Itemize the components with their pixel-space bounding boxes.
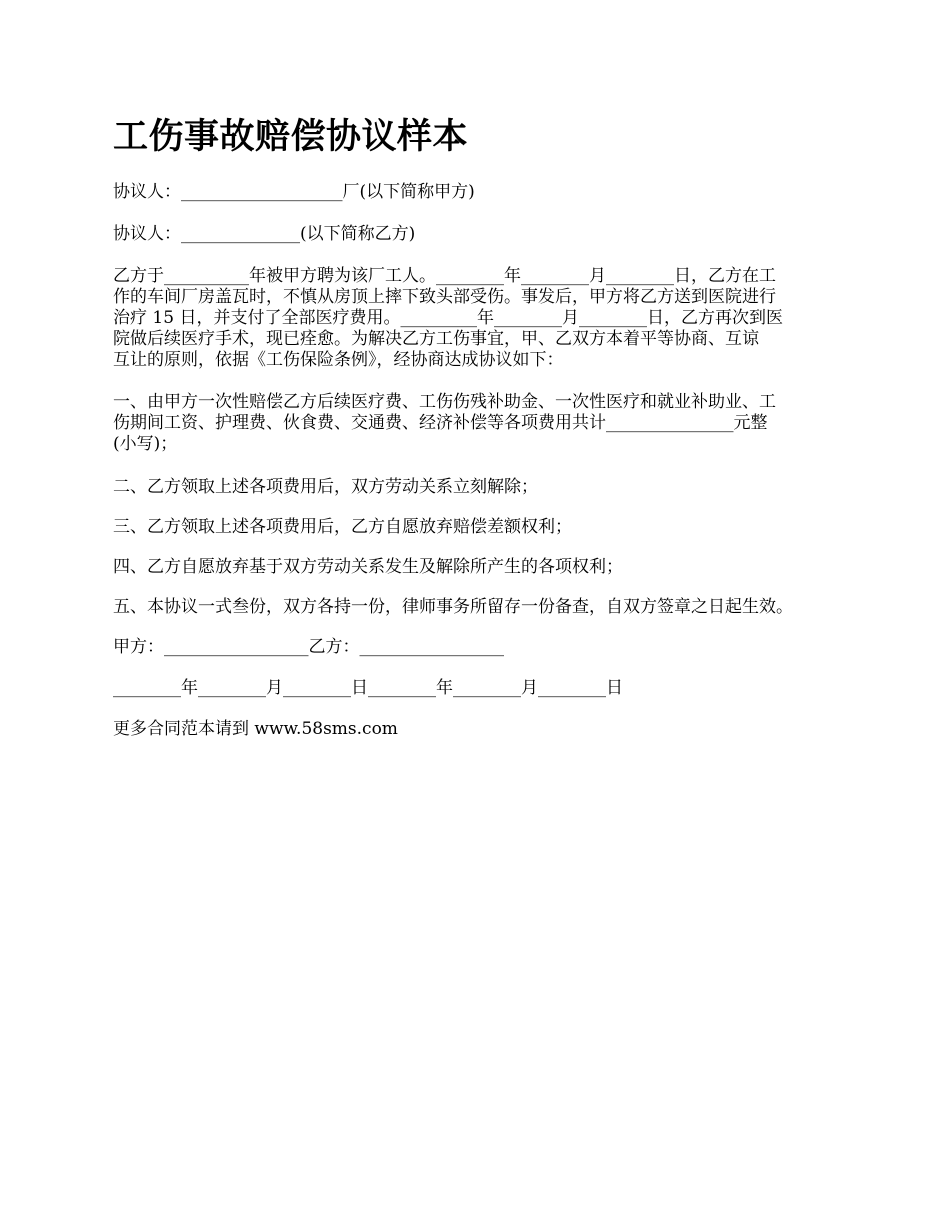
intro-line-4: 院做后续医疗手术，现已痊愈。为解决乙方工伤事宜，甲、乙双方本着平等协商、互谅 <box>113 329 759 349</box>
intro-line-1: 乙方于__________年被甲方聘为该厂工人。________年________月________日，乙方在工 <box>113 266 776 286</box>
footer-note: 更多合同范本请到 www.58sms.com <box>113 719 398 739</box>
clause-5: 五、本协议一式叁份，双方各持一份，律师事务所留存一份备查，自双方签章之日起生效。 <box>113 597 793 617</box>
intro-line-2: 作的车间厂房盖瓦时，不慎从房顶上摔下致头部受伤。事发后，甲方将乙方送到医院进行 <box>113 287 776 307</box>
signature-line: 甲方：_________________乙方：_________________ <box>113 637 504 657</box>
clause-4: 四、乙方自愿放弃基于双方劳动关系发生及解除所产生的各项权利； <box>113 557 623 577</box>
intro-line-3: 治疗 15 日，并支付了全部医疗费用。_________年________月________日，乙方再次到医 <box>113 308 783 328</box>
intro-line-5: 互让的原则，依据《工伤保险条例》，经协商达成协议如下： <box>113 350 564 370</box>
clause-1-line-3: (小写)； <box>113 434 178 454</box>
clause-2: 二、乙方领取上述各项费用后，双方劳动关系立刻解除； <box>113 477 538 497</box>
clause-3: 三、乙方领取上述各项费用后，乙方自愿放弃赔偿差额权利； <box>113 517 572 537</box>
clause-1-line-1: 一、由甲方一次性赔偿乙方后续医疗费、工伤伤残补助金、一次性医疗和就业补助业、工 <box>113 392 776 412</box>
date-line: ________年________月________日________年________月________日 <box>113 678 623 698</box>
document-title: 工伤事故赔偿协议样本 <box>113 117 469 157</box>
party-a-line: 协议人：___________________厂(以下简称甲方) <box>113 182 475 202</box>
party-b-line: 协议人：______________(以下简称乙方) <box>113 224 416 244</box>
clause-1-line-2: 伤期间工资、护理费、伙食费、交通费、经济补偿等各项费用共计_______________元整 <box>113 413 768 433</box>
